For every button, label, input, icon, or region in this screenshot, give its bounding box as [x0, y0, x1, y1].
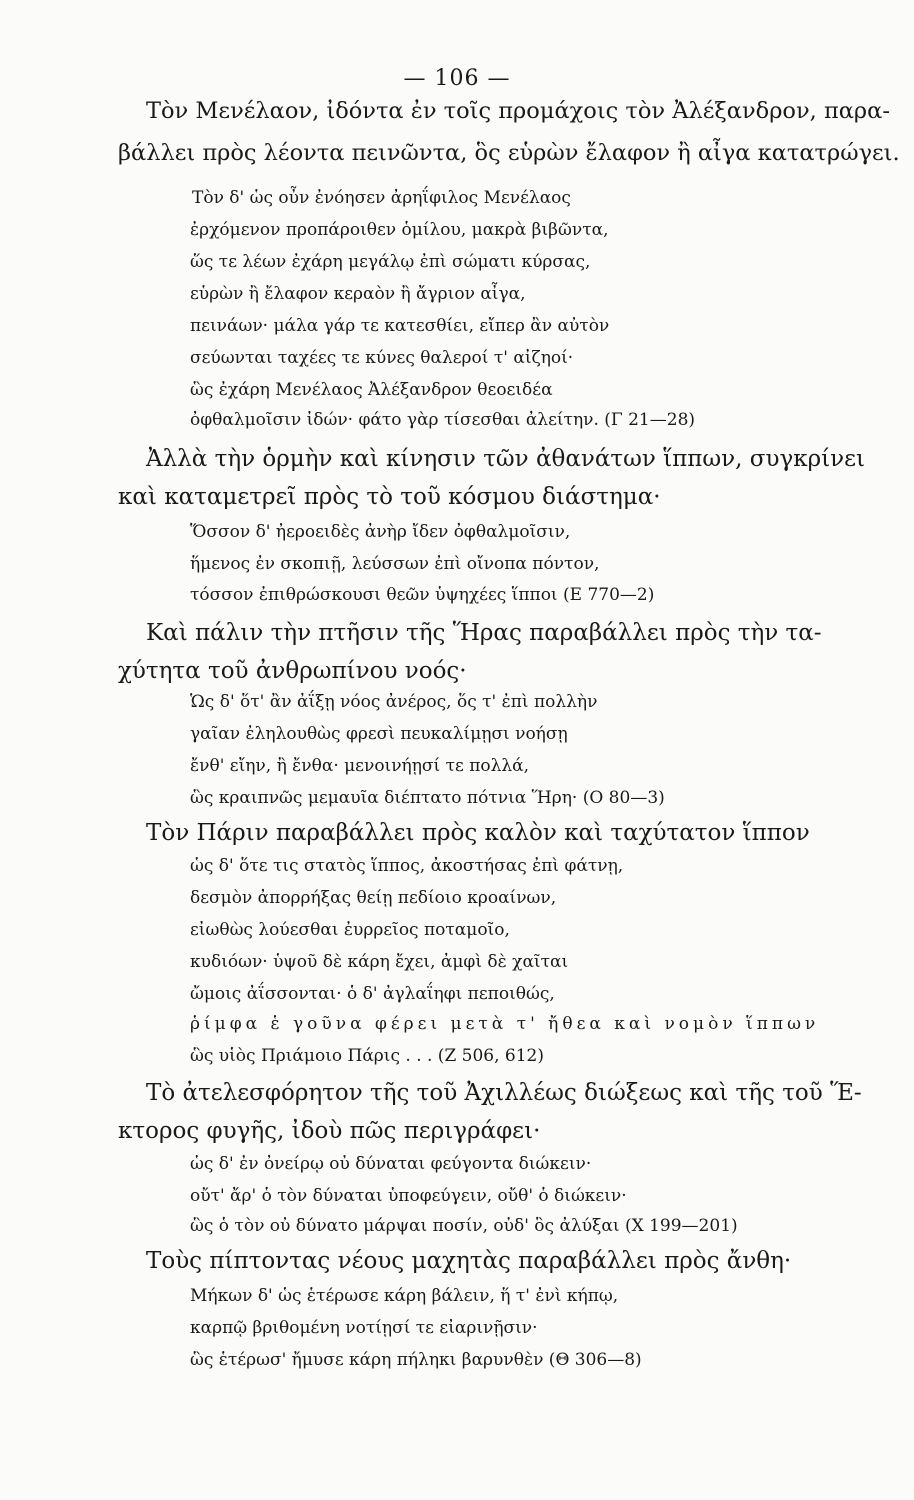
verse-line: ὡς δ' ἐν ὀνείρῳ οὐ δύναται φεύγοντα διώκειν· [190, 1154, 592, 1174]
prose-line: Τὸν Μενέλαον, ἰδόντα ἐν τοῖς προμάχοις τὸν Ἀλέξανδρον, παρα- [146, 98, 890, 124]
verse-line: ἔνθ' εἴην, ἢ ἔνθα· μενοινήῃσί τε πολλά, [190, 756, 530, 776]
prose-line: καὶ καταμετρεῖ πρὸς τὸ τοῦ κόσμου διάστημα· [118, 484, 661, 510]
verse-line: ὣς ἑτέρωσ' ἤμυσε κάρη πήληκι βαρυνθὲν (Θ 306—8) [190, 1350, 642, 1370]
verse-line: ὡς δ' ὅτε τις στατὸς ἵππος, ἀκοστήσας ἐπὶ φάτνῃ, [190, 856, 624, 876]
verse-line: εἰωθὼς λούεσθαι ἐυρρεῖος ποταμοῖο, [190, 920, 510, 940]
verse-line: ὀφθαλμοῖσιν ἰδών· φάτο γὰρ τίσεσθαι ἀλείτην. (Γ 21—28) [190, 410, 696, 430]
verse-line: κυδιόων· ὑψοῦ δὲ κάρη ἔχει, ἀμφὶ δὲ χαῖται [190, 952, 569, 972]
verse-line: οὔτ' ἄρ' ὁ τὸν δύναται ὑποφεύγειν, οὔθ' ὁ διώκειν· [190, 1186, 627, 1206]
verse-line: ὤμοις ἀΐσσονται· ὁ δ' ἀγλαΐηφι πεποιθώς, [190, 984, 555, 1004]
verse-line: ἥμενος ἐν σκοπιῇ, λεύσσων ἐπὶ οἴνοπα πόντον, [190, 554, 600, 574]
prose-line: Τὸ ἀτελεσφόρητον τῆς τοῦ Ἀχιλλέως διώξεως καὶ τῆς τοῦ Ἕ- [146, 1080, 862, 1106]
verse-line: Μήκων δ' ὡς ἑτέρωσε κάρη βάλειν, ἥ τ' ἐνὶ κήπῳ, [190, 1286, 619, 1306]
verse-line: ὣς υἱὸς Πριάμοιο Πάρις . . . (Ζ 506, 612) [190, 1046, 544, 1066]
verse-line: εὑρὼν ἢ ἔλαφον κεραὸν ἢ ἄγριον αἶγα, [190, 284, 526, 304]
verse-line: πεινάων· μάλα γάρ τε κατεσθίει, εἴπερ ἂν αὐτὸν [190, 316, 610, 336]
prose-line: Καὶ πάλιν τὴν πτῆσιν τῆς Ἥρας παραβάλλει πρὸς τὴν τα- [146, 620, 822, 646]
verse-line: ἐρχόμενον προπάροιθεν ὁμίλου, μακρὰ βιβῶντα, [190, 220, 609, 240]
verse-line: ὣς ὁ τὸν οὐ δύνατο μάρψαι ποσίν, οὐδ' ὃς ἀλύξαι (Χ 199—201) [190, 1216, 738, 1236]
verse-line: γαῖαν ἐληλουθὼς φρεσὶ πευκαλίμῃσι νοήσῃ [190, 724, 568, 744]
prose-line: χύτητα τοῦ ἀνθρωπίνου νοός· [118, 658, 467, 684]
verse-line: καρπῷ βριθομένη νοτίῃσί τε εἰαρινῇσιν· [190, 1318, 538, 1338]
verse-line: ὣς ἐχάρη Μενέλαος Ἀλέξανδρον θεοειδέα [190, 380, 553, 400]
prose-line: Ἀλλὰ τὴν ὁρμὴν καὶ κίνησιν τῶν ἀθανάτων ἵππων, συγκρίνει [146, 446, 866, 472]
verse-line: ὣς κραιπνῶς μεμαυῖα διέπτατο πότνια Ἥρη· (Ο 80—3) [190, 788, 665, 808]
prose-line: Τοὺς πίπτοντας νέους μαχητὰς παραβάλλει πρὸς ἄνθη· [146, 1248, 792, 1274]
prose-line: βάλλει πρὸς λέοντα πεινῶντα, ὃς εὑρὼν ἔλαφον ἢ αἶγα κατατρώγει. [118, 140, 900, 166]
page-number: — 106 — [403, 66, 511, 91]
verse-line: ῥίμφα ἑ γοῦνα φέρει μετὰ τ' ἤθεα καὶ νομὸν ἵππων [190, 1014, 820, 1034]
verse-line: Τὸν δ' ὡς οὖν ἐνόησεν ἀρηΐφιλος Μενέλαος [192, 188, 571, 208]
verse-line: ὥς τε λέων ἐχάρη μεγάλῳ ἐπὶ σώματι κύρσας, [190, 252, 591, 272]
prose-line: κτορος φυγῆς, ἰδοὺ πῶς περιγράφει· [118, 1118, 541, 1144]
prose-line: Τὸν Πάριν παραβάλλει πρὸς καλὸν καὶ ταχύτατον ἵππον [146, 820, 810, 846]
verse-line: τόσσον ἐπιθρώσκουσι θεῶν ὑψηχέες ἵπποι (Ε 770—2) [190, 585, 655, 605]
verse-line: Ὡς δ' ὅτ' ἂν ἀΐξῃ νόος ἀνέρος, ὅς τ' ἐπὶ πολλὴν [190, 692, 598, 712]
verse-line: Ὅσσον δ' ἠεροειδὲς ἀνὴρ ἴδεν ὀφθαλμοῖσιν, [190, 522, 571, 542]
verse-line: σεύωνται ταχέες τε κύνες θαλεροί τ' αἰζηοί· [190, 348, 574, 368]
verse-line: δεσμὸν ἀπορρήξας θείῃ πεδίοιο κροαίνων, [190, 888, 557, 908]
